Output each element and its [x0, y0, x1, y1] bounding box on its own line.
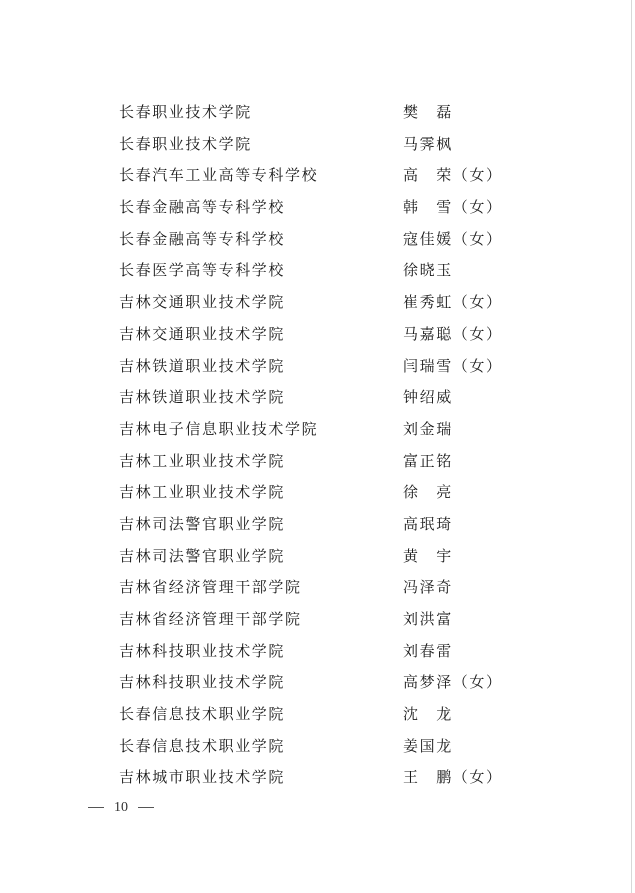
- list-item: [0, 541, 635, 573]
- person-name: 闫瑞雪（女）: [403, 356, 503, 375]
- school-name: 吉林科技职业技术学院: [119, 641, 286, 660]
- school-name: 长春信息技术职业学院: [119, 736, 286, 755]
- person-name: 寇佳媛（女）: [403, 229, 503, 248]
- list-item: [0, 224, 635, 256]
- person-name: 高梦泽（女）: [403, 673, 503, 692]
- list-item: [0, 731, 635, 763]
- school-name: 吉林工业职业技术学院: [119, 451, 286, 470]
- school-name: 吉林科技职业技术学院: [119, 673, 286, 692]
- person-name: 樊 磊: [403, 103, 453, 121]
- list-item: [0, 319, 635, 351]
- person-name: 姜国龙: [403, 736, 453, 755]
- person-name: 刘金瑞: [403, 419, 453, 438]
- list-item: [0, 636, 635, 668]
- person-name: 马嘉聪（女）: [403, 324, 503, 343]
- page-number: 10: [114, 800, 128, 815]
- person-name: 徐晓玉: [403, 261, 453, 280]
- school-name: 长春医学高等专科学校: [119, 261, 286, 280]
- school-name: 长春职业技术学院: [119, 103, 252, 121]
- person-name: 黄 宇: [403, 546, 453, 565]
- list-item: [0, 509, 635, 541]
- list-item: [0, 287, 635, 319]
- person-name: 高 荣（女）: [403, 166, 503, 185]
- list-item: [0, 414, 635, 446]
- school-name: 长春职业技术学院: [119, 134, 252, 153]
- list-item: [0, 446, 635, 478]
- school-name: 长春信息技术职业学院: [119, 705, 286, 724]
- list-item: [0, 604, 635, 636]
- list-item: [0, 97, 635, 129]
- list-item: [0, 572, 635, 604]
- school-name: 吉林电子信息职业技术学院: [119, 419, 319, 438]
- school-name: 吉林司法警官职业学院: [119, 546, 286, 565]
- list-item: [0, 699, 635, 731]
- person-name: 刘洪富: [403, 610, 453, 628]
- footer-right-dash: [138, 807, 154, 808]
- school-name: 吉林交通职业技术学院: [119, 324, 286, 343]
- school-name: 长春金融高等专科学校: [119, 229, 286, 248]
- person-name: 徐 亮: [403, 483, 453, 502]
- person-name: 钟绍威: [403, 388, 453, 407]
- school-name: 吉林铁道职业技术学院: [119, 356, 286, 375]
- page-footer: [88, 798, 154, 818]
- list-item: [0, 762, 635, 794]
- person-name: 富正铭: [403, 451, 453, 470]
- person-name: 王 鹏（女）: [403, 768, 503, 787]
- list-item: [0, 667, 635, 699]
- footer-left-dash: [88, 807, 104, 808]
- person-name: 崔秀虹（女）: [403, 293, 503, 312]
- school-name: 吉林司法警官职业学院: [119, 514, 286, 533]
- list-item: [0, 351, 635, 383]
- school-name: 吉林城市职业技术学院: [119, 768, 286, 787]
- list-item: [0, 160, 635, 192]
- person-name: 沈 龙: [403, 705, 453, 724]
- list-item: [0, 382, 635, 414]
- person-name: 高珉琦: [403, 514, 453, 533]
- awardee-list: [0, 97, 635, 794]
- school-name: 吉林工业职业技术学院: [119, 483, 286, 502]
- list-item: [0, 477, 635, 509]
- person-name: 刘春雷: [403, 641, 453, 660]
- person-name: 马霁枫: [403, 134, 453, 153]
- person-name: 韩 雪（女）: [403, 198, 503, 217]
- person-name: 冯泽奇: [403, 578, 453, 597]
- list-item: [0, 255, 635, 287]
- list-item: [0, 192, 635, 224]
- school-name: 长春金融高等专科学校: [119, 198, 286, 217]
- school-name: 吉林省经济管理干部学院: [119, 578, 302, 597]
- school-name: 吉林铁道职业技术学院: [119, 388, 286, 407]
- school-name: 长春汽车工业高等专科学校: [119, 166, 319, 185]
- school-name: 吉林交通职业技术学院: [119, 293, 286, 312]
- list-item: [0, 129, 635, 161]
- school-name: 吉林省经济管理干部学院: [119, 610, 302, 628]
